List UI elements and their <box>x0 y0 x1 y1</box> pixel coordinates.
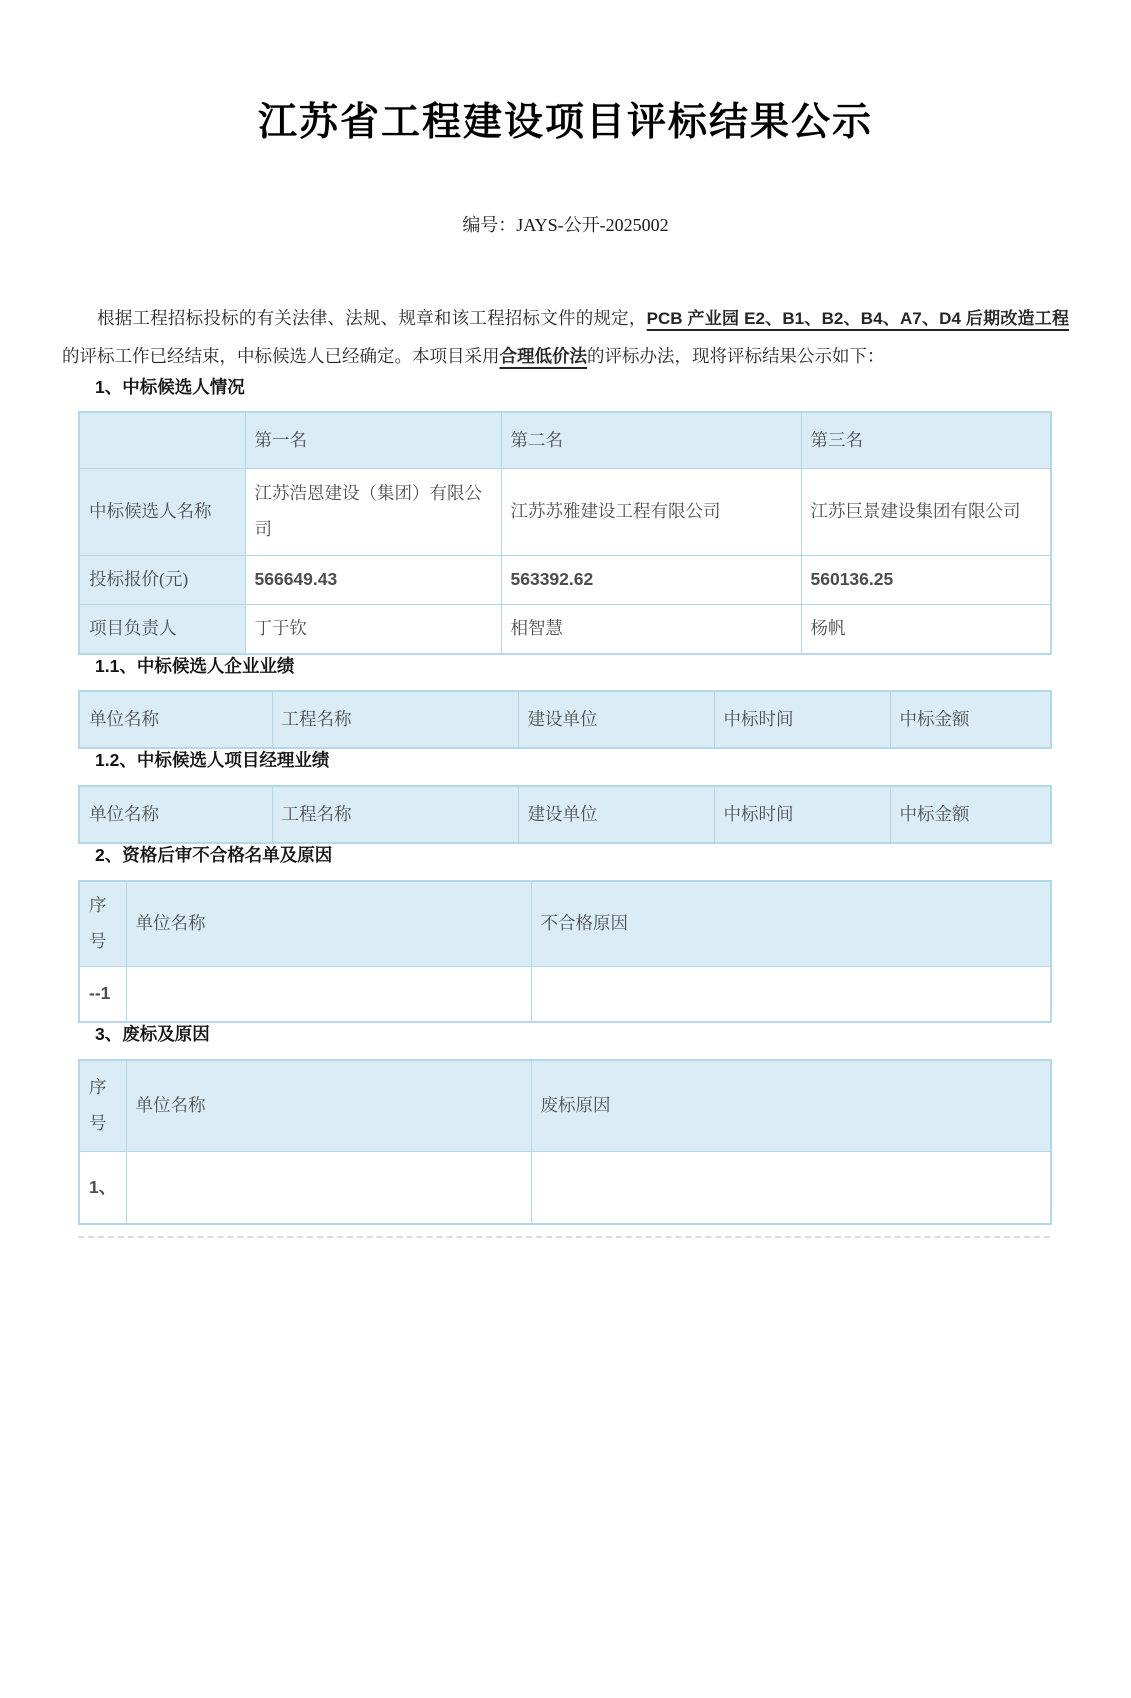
candidate-3-manager: 杨帆 <box>801 604 1051 653</box>
column-header-unit: 单位名称 <box>79 691 272 748</box>
unqualified-list-table <box>78 880 1052 1023</box>
bid-price-row <box>79 555 1051 604</box>
column-header-seq: 序号 <box>79 1060 126 1152</box>
intro-paragraph <box>62 299 1069 376</box>
rank-3-header: 第三名 <box>801 412 1051 468</box>
row-label: 中标候选人名称 <box>79 468 245 555</box>
section-1-1-heading: 1.1、中标候选人企业业绩 <box>95 655 295 676</box>
table-header-row <box>79 786 1051 843</box>
intro-text-3: 的评标办法，现将评标结果公示如下： <box>587 346 885 367</box>
column-header-unit: 单位名称 <box>79 786 272 843</box>
column-header-unit: 单位名称 <box>126 881 531 966</box>
table-row <box>79 1152 1051 1224</box>
candidate-2-name: 江苏苏雅建设工程有限公司 <box>501 468 801 555</box>
project-manager-row <box>79 604 1051 653</box>
rank-1-header: 第一名 <box>245 412 501 468</box>
manager-performance-table <box>78 785 1052 844</box>
candidate-3-name: 江苏巨景建设集团有限公司 <box>801 468 1051 555</box>
column-header-project: 工程名称 <box>272 691 518 748</box>
table-header-row <box>79 881 1051 966</box>
section-1-heading: 1、中标候选人情况 <box>95 376 245 397</box>
column-header-seq: 序号 <box>79 881 126 966</box>
intro-text-1: 根据工程招标投标的有关法律、法规、规章和该工程招标文件的规定， <box>97 307 647 328</box>
column-header-amount: 中标金额 <box>890 691 1051 748</box>
column-header-amount: 中标金额 <box>890 786 1051 843</box>
column-header-owner: 建设单位 <box>518 691 714 748</box>
candidate-1-manager: 丁于钦 <box>245 604 501 653</box>
column-header-unit: 单位名称 <box>126 1060 531 1152</box>
doc-number: 编号：JAYS-公开-2025002 <box>462 214 669 235</box>
section-1-2-heading: 1.2、中标候选人项目经理业绩 <box>95 750 330 771</box>
table-header-row <box>79 1060 1051 1152</box>
seq-cell: --1 <box>79 966 126 1022</box>
column-header-time: 中标时间 <box>714 691 890 748</box>
section-2-heading: 2、资格后审不合格名单及原因 <box>95 845 333 866</box>
column-header-reason: 废标原因 <box>531 1060 1051 1152</box>
reason-cell <box>531 1152 1051 1224</box>
column-header-reason: 不合格原因 <box>531 881 1051 966</box>
seq-cell: 1、 <box>79 1152 126 1224</box>
winning-candidates-table <box>78 411 1052 654</box>
candidate-name-row <box>79 468 1051 555</box>
table-header-row <box>79 691 1051 748</box>
evaluation-method: 合理低价法 <box>499 346 587 367</box>
intro-text-2: 的评标工作已经结束，中标候选人已经确定。本项目采用 <box>62 346 500 367</box>
row-label: 项目负责人 <box>79 604 245 653</box>
column-header-time: 中标时间 <box>714 786 890 843</box>
unit-cell <box>126 1152 531 1224</box>
project-name: PCB 产业园 E2、B1、B2、B4、A7、D4 后期改造工程 <box>646 308 1070 328</box>
corner-cell <box>79 412 245 468</box>
column-header-project: 工程名称 <box>272 786 518 843</box>
candidate-1-price: 566649.43 <box>245 555 501 604</box>
rejected-bids-table <box>78 1059 1052 1225</box>
rank-2-header: 第二名 <box>501 412 801 468</box>
enterprise-performance-table <box>78 690 1052 749</box>
candidate-3-price: 560136.25 <box>801 555 1051 604</box>
page-break-divider <box>78 1236 1050 1238</box>
column-header-owner: 建设单位 <box>518 786 714 843</box>
candidate-2-price: 563392.62 <box>501 555 801 604</box>
document-page <box>0 98 1131 1698</box>
table-row <box>79 966 1051 1022</box>
candidate-2-manager: 相智慧 <box>501 604 801 653</box>
candidate-1-name: 江苏浩恩建设（集团）有限公司 <box>245 468 501 555</box>
reason-cell <box>531 966 1051 1022</box>
section-3-heading: 3、废标及原因 <box>95 1024 210 1045</box>
row-label: 投标报价(元) <box>79 555 245 604</box>
table-header-row <box>79 412 1051 468</box>
unit-cell <box>126 966 531 1022</box>
page-title: 江苏省工程建设项目评标结果公示 <box>257 101 873 144</box>
